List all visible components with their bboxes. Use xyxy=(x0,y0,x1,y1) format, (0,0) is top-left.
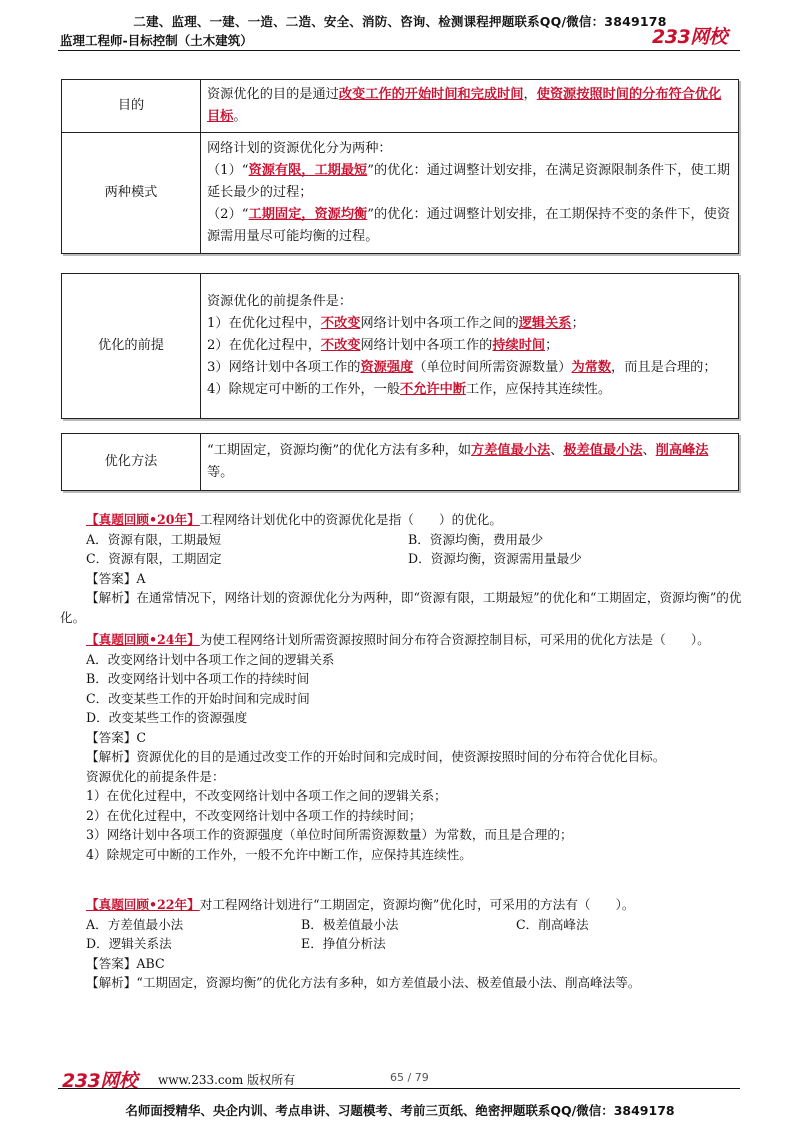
question-tag: 【真题回顾•24年】 xyxy=(86,632,200,647)
option-b: B．改变网络计划中各项工作的持续时间 xyxy=(86,671,310,686)
text-span: 工作，应保持其连续性。 xyxy=(465,382,612,397)
option-d: D．改变某些工作的资源强度 xyxy=(86,710,248,725)
prereq-4 xyxy=(207,379,732,401)
table-row xyxy=(62,80,739,133)
highlight-text: 逻辑关系 xyxy=(518,316,572,331)
question-tag: 【真题回顾•20年】 xyxy=(86,512,200,527)
highlight-text: 不改变 xyxy=(320,338,361,353)
option-e: E．挣值分析法 xyxy=(301,936,386,951)
text-span: （1）“ xyxy=(207,163,249,178)
row-label: 两种模式 xyxy=(62,133,201,254)
option-b: B．极差值最小法 xyxy=(301,916,399,932)
prereq-3 xyxy=(207,357,732,379)
option-a: A．资源有限，工期最短 xyxy=(86,531,222,547)
header-logo: 233网校 xyxy=(652,26,728,48)
highlight-text: 资源强度 xyxy=(360,360,414,375)
question-block-3 xyxy=(60,895,742,993)
page-number: 65 / 79 xyxy=(390,1071,429,1084)
text-span: ”的优化：通过调整计划安排，在满足资源限制条件下，使工期延长最少的过程； xyxy=(207,163,731,200)
table-row xyxy=(62,434,739,491)
stem-text: 为使工程网络计划所需资源按照时间分布符合资源控制目标，可采用的优化方法是（ ）。 xyxy=(199,632,710,647)
prereq-1 xyxy=(207,313,732,335)
footer-contact-line: 名师面授精华、央企内训、考点串讲、习题模考、考前三页纸、绝密押题联系QQ/微信：3849178 xyxy=(125,1103,675,1118)
condition-item: 1）在优化过程中，不改变网络计划中各项工作之间的逻辑关系； xyxy=(86,788,447,803)
text-span: ， xyxy=(523,87,537,102)
options-row xyxy=(60,934,742,954)
footer-logo: 233网校 xyxy=(62,1070,138,1092)
highlight-text: 不改变 xyxy=(320,316,361,331)
text-span: 网络计划中各项工作的 xyxy=(360,338,493,353)
table-row xyxy=(62,274,739,419)
options-row xyxy=(60,530,742,550)
highlight-text: 持续时间 xyxy=(492,338,546,353)
stem-text: 工程网络计划优化中的资源优化是指（ ）的优化。 xyxy=(199,512,502,527)
stem-text: 对工程网络计划进行“工期固定，资源均衡”优化时，可采用的方法有（ ）。 xyxy=(199,897,635,912)
text-span: 等。 xyxy=(207,465,234,480)
option-b: B．资源均衡，费用最少 xyxy=(408,531,544,547)
modes-intro: 网络计划的资源优化分为两种： xyxy=(207,141,392,156)
highlight-text: 极差值最小法 xyxy=(563,443,643,458)
analysis-text: 【解析】在通常情况下，网络计划的资源优化分为两种，即“资源有限，工期最短”的优化和“工期固定，资源均衡”的优化。 xyxy=(60,590,742,625)
row-content xyxy=(201,133,739,254)
options-row xyxy=(60,915,742,935)
condition-intro: 资源优化的前提条件是： xyxy=(86,768,225,784)
footer-divider xyxy=(58,1088,740,1089)
text-span: 、 xyxy=(642,443,656,458)
text-span: ； xyxy=(571,316,585,331)
text-span: 3）网络计划中各项工作的 xyxy=(207,360,361,375)
option-d: D．逻辑关系法 xyxy=(86,936,172,951)
footer-site: www.233.com 版权所有 xyxy=(158,1073,296,1087)
option-c: C．资源有限，工期固定 xyxy=(86,551,222,566)
option-c: C．削高峰法 xyxy=(516,916,589,932)
header-divider xyxy=(58,50,740,51)
header-contact-line: 二建、监理、一建、一造、二造、安全、消防、咨询、检测课程押题联系QQ/微信：3849178 xyxy=(133,14,667,29)
analysis-text: 【解析】“工期固定，资源均衡”的优化方法有多种，如方差值最小法、极差值最小法、削高峰法等。 xyxy=(86,975,641,990)
option-d: D．资源均衡，资源需用量最少 xyxy=(408,551,582,566)
text-span: （2）“ xyxy=(207,207,249,222)
highlight-text: 改变工作的开始时间和完成时间 xyxy=(338,87,524,102)
prereq-intro: 资源优化的前提条件是： xyxy=(207,294,353,309)
question-tag: 【真题回顾•22年】 xyxy=(86,897,200,912)
text-span: 。 xyxy=(233,109,247,124)
text-span: 、 xyxy=(550,443,564,458)
prerequisites-table xyxy=(61,273,739,419)
highlight-text: 不允许中断 xyxy=(400,382,466,397)
option-a: A．方差值最小法 xyxy=(86,916,184,932)
mode-1 xyxy=(207,160,732,204)
text-span: 资源优化的目的是通过 xyxy=(207,87,339,102)
row-content xyxy=(201,274,739,419)
row-content xyxy=(201,80,739,133)
text-span: 4）除规定可中断的工作外，一般 xyxy=(207,382,401,397)
text-span: 1）在优化过程中， xyxy=(207,316,321,331)
condition-item: 3）网络计划中各项工作的资源强度（单位时间所需资源数量）为常数，而且是合理的； xyxy=(86,827,573,842)
table-row xyxy=(62,133,739,254)
row-content xyxy=(201,434,739,491)
purpose-modes-table xyxy=(61,79,739,254)
prereq-2 xyxy=(207,335,732,357)
condition-item: 4）除规定可中断的工作外，一般不允许中断工作，应保持其连续性。 xyxy=(86,846,472,862)
highlight-text: 削高峰法 xyxy=(655,443,709,458)
analysis-text: 【解析】资源优化的目的是通过改变工作的开始时间和完成时间，使资源按照时间的分布符合优化目标。 xyxy=(86,749,666,764)
row-label: 目的 xyxy=(62,80,201,133)
text-span: ； xyxy=(545,338,559,353)
question-stem xyxy=(60,510,742,530)
highlight-text: 方差值最小法 xyxy=(471,443,551,458)
text-span: （单位时间所需资源数量） xyxy=(413,360,572,375)
highlight-text: 为常数 xyxy=(571,360,612,375)
mode-2 xyxy=(207,204,732,248)
highlight-text: 使资源按照时间的分布符合优化目标 xyxy=(207,87,722,124)
condition-item: 2）在优化过程中，不改变网络计划中各项工作的持续时间； xyxy=(86,807,422,823)
option-a: A．改变网络计划中各项工作之间的逻辑关系 xyxy=(86,651,335,667)
question-stem xyxy=(60,895,742,915)
answer-text: 【答案】ABC xyxy=(86,955,165,971)
row-label: 优化的前提 xyxy=(62,274,201,419)
question-block-2 xyxy=(60,630,742,864)
options-row xyxy=(60,549,742,569)
highlight-text: 资源有限，工期最短 xyxy=(248,163,368,178)
text-span: ”的优化：通过调整计划安排，在工期保持不变的条件下，使资源需用量尽可能均衡的过程。 xyxy=(207,207,731,244)
option-c: C．改变某些工作的开始时间和完成时间 xyxy=(86,690,310,706)
question-block-1 xyxy=(60,510,742,627)
question-stem xyxy=(60,630,742,650)
row-label: 优化方法 xyxy=(62,434,201,491)
text-span: “工期固定，资源均衡”的优化方法有多种，如 xyxy=(207,443,472,458)
answer-text: 【答案】A xyxy=(86,570,146,586)
text-span: 网络计划中各项工作之间的 xyxy=(360,316,519,331)
document-subtitle: 监理工程师-目标控制（土木建筑） xyxy=(60,33,253,48)
methods-table xyxy=(61,433,739,491)
text-span: 2）在优化过程中， xyxy=(207,338,321,353)
answer-text: 【答案】C xyxy=(86,729,147,745)
highlight-text: 工期固定，资源均衡 xyxy=(248,207,368,222)
text-span: ，而且是合理的； xyxy=(611,360,717,375)
